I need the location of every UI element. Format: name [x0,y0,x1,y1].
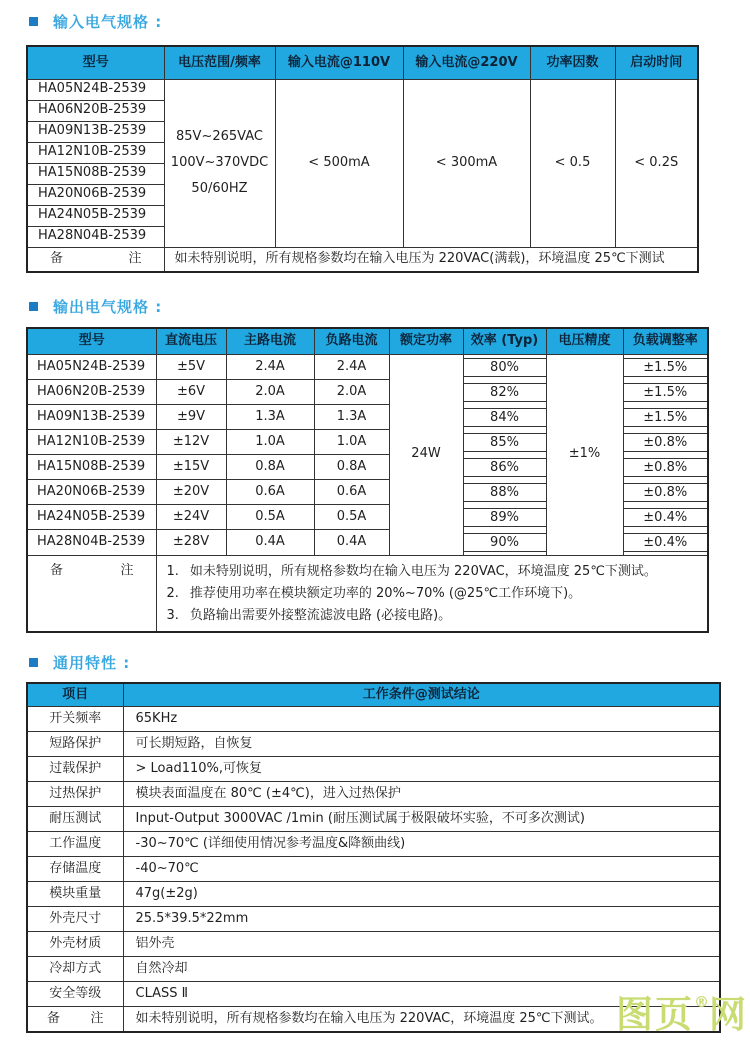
item-cell: 开关频率 [27,707,123,732]
table-row [27,707,720,732]
section-header-general [29,652,750,673]
load-reg-cell: ±1.5% [623,380,708,405]
efficiency-cell: 84% [463,405,546,430]
table-header-row [27,46,698,79]
table-row [27,354,708,380]
dc-voltage-cell: ±28V [156,530,226,556]
column-header: 效率 (Typ) [463,328,546,354]
item-cell: 安全等级 [27,982,123,1007]
load-reg-cell: ±0.4% [623,505,708,530]
column-header: 输入电流@220V [403,46,530,79]
note-label: 备 注 [27,247,164,272]
column-header: 型号 [27,328,156,354]
model-cell: HA06N20B-2539 [27,380,156,405]
dc-voltage-cell: ±12V [156,430,226,455]
load-reg-cell: ±0.8% [623,455,708,480]
model-cell: HA28N04B-2539 [27,226,164,247]
value-cell: 47g(±2g) [123,882,720,907]
value-cell: -40~70℃ [123,857,720,882]
value-cell: 模块表面温度在 80℃ (±4℃)，进入过热保护 [123,782,720,807]
value-cell: > Load110%,可恢复 [123,757,720,782]
square-bullet-icon [29,658,38,667]
efficiency-cell: 82% [463,380,546,405]
table-header-row [27,328,708,354]
main-current-cell: 2.4A [226,354,314,380]
table-row [27,732,720,757]
watermark-logo [616,993,748,1036]
value-cell: Input-Output 3000VAC /1min (耐压测试属于极限破坏实验，不可多次测试) [123,807,720,832]
startup-time-cell: < 0.2S [615,79,698,247]
neg-current-cell: 2.0A [314,380,389,405]
input-current-220v-cell: < 300mA [403,79,530,247]
model-cell: HA12N10B-2539 [27,142,164,163]
item-cell: 工作温度 [27,832,123,857]
column-header: 负路电流 [314,328,389,354]
note-text: 如未特别说明，所有规格参数均在输入电压为 220VAC(满载)，环境温度 25℃下测试 [164,247,698,272]
column-header: 功率因数 [530,46,615,79]
table-row [27,882,720,907]
dc-voltage-cell: ±9V [156,405,226,430]
main-current-cell: 0.4A [226,530,314,556]
voltage-accuracy-cell: ±1% [546,354,623,555]
load-reg-cell: ±1.5% [623,405,708,430]
main-current-cell: 0.5A [226,505,314,530]
dc-voltage-cell: ±6V [156,380,226,405]
column-header: 项目 [27,683,123,707]
efficiency-cell: 85% [463,430,546,455]
main-current-cell: 2.0A [226,380,314,405]
table-row [27,757,720,782]
column-header: 型号 [27,46,164,79]
table-row [27,832,720,857]
output-spec-table [26,327,709,633]
neg-current-cell: 2.4A [314,354,389,380]
section-header-output [29,296,750,317]
model-cell: HA05N24B-2539 [27,79,164,100]
load-reg-cell: ±1.5% [623,354,708,380]
table-row [27,857,720,882]
dc-voltage-cell: ±5V [156,354,226,380]
note-line: 2. 推荐使用功率在模块额定功率的 20%~70% (@25℃工作环境下)。 [166,585,582,601]
dc-voltage-cell: ±15V [156,455,226,480]
main-current-cell: 1.0A [226,430,314,455]
efficiency-cell: 90% [463,530,546,556]
neg-current-cell: 0.8A [314,455,389,480]
main-current-cell: 1.3A [226,405,314,430]
section-title-general: 通用特性 : [53,653,131,672]
table-row [27,782,720,807]
note-label: 备 注 [27,555,156,632]
load-reg-cell: ±0.4% [623,530,708,556]
column-header: 额定功率 [389,328,463,354]
input-spec-table [26,45,699,273]
table-row [27,807,720,832]
voltage-range-line: 85V~265VAC [176,129,263,144]
item-cell: 过热保护 [27,782,123,807]
registered-mark-icon: ® [694,993,709,1011]
general-spec-table [26,682,721,1033]
item-cell: 耐压测试 [27,807,123,832]
table-row [27,957,720,982]
value-cell: 可长期短路，自恢复 [123,732,720,757]
model-cell: HA06N20B-2539 [27,100,164,121]
column-header: 启动时间 [615,46,698,79]
table-row [27,79,698,100]
voltage-range-line: 50/60HZ [191,181,248,196]
table-row [27,932,720,957]
efficiency-cell: 88% [463,480,546,505]
column-header: 直流电压 [156,328,226,354]
table-header-row [27,683,720,707]
note-text: 如未特别说明，所有规格参数均在输入电压为 220VAC，环境温度 25℃下测试。 [123,1007,720,1032]
column-header: 输入电流@110V [275,46,403,79]
model-cell: HA09N13B-2539 [27,121,164,142]
note-line: 1. 如未特别说明，所有规格参数均在输入电压为 220VAC，环境温度 25℃下测试。 [166,563,657,579]
section-title-input: 输入电气规格 : [53,13,163,31]
column-header: 主路电流 [226,328,314,354]
item-cell: 存储温度 [27,857,123,882]
value-cell: 自然冷却 [123,957,720,982]
note-label: 备 注 [27,1007,123,1032]
neg-current-cell: 0.6A [314,480,389,505]
section-header-input [29,0,750,32]
model-cell: HA24N05B-2539 [27,505,156,530]
value-cell: 铝外壳 [123,932,720,957]
value-cell: 65KHz [123,707,720,732]
model-cell: HA12N10B-2539 [27,430,156,455]
neg-current-cell: 1.3A [314,405,389,430]
square-bullet-icon [29,17,38,26]
item-cell: 模块重量 [27,882,123,907]
watermark-text: 网 [709,993,748,1036]
column-header: 电压范围/频率 [164,46,275,79]
power-factor-cell: < 0.5 [530,79,615,247]
column-header: 负载调整率 [623,328,708,354]
note-row [27,555,708,632]
model-cell: HA09N13B-2539 [27,405,156,430]
neg-current-cell: 0.5A [314,505,389,530]
neg-current-cell: 1.0A [314,430,389,455]
value-cell: -30~70℃ (详细使用情况参考温度&降额曲线) [123,832,720,857]
model-cell: HA20N06B-2539 [27,480,156,505]
dc-voltage-cell: ±20V [156,480,226,505]
note-text [156,555,708,632]
section-title-output: 输出电气规格 : [53,298,163,316]
item-cell: 外壳尺寸 [27,907,123,932]
column-header: 工作条件@测试结论 [123,683,720,707]
item-cell: 短路保护 [27,732,123,757]
model-cell: HA28N04B-2539 [27,530,156,556]
value-cell: 25.5*39.5*22mm [123,907,720,932]
efficiency-cell: 80% [463,354,546,380]
efficiency-cell: 89% [463,505,546,530]
item-cell: 外壳材质 [27,932,123,957]
table-row [27,907,720,932]
model-cell: HA05N24B-2539 [27,354,156,380]
main-current-cell: 0.8A [226,455,314,480]
load-reg-cell: ±0.8% [623,430,708,455]
voltage-range-line: 100V~370VDC [170,155,269,170]
square-bullet-icon [29,302,38,311]
input-current-110v-cell: < 500mA [275,79,403,247]
efficiency-cell: 86% [463,455,546,480]
watermark-text: 图页 [616,993,694,1036]
item-cell: 冷却方式 [27,957,123,982]
voltage-range-cell [164,79,275,247]
rated-power-cell: 24W [389,354,463,555]
dc-voltage-cell: ±24V [156,505,226,530]
note-row [27,247,698,272]
main-current-cell: 0.6A [226,480,314,505]
load-reg-cell: ±0.8% [623,480,708,505]
neg-current-cell: 0.4A [314,530,389,556]
model-cell: HA15N08B-2539 [27,455,156,480]
model-cell: HA20N06B-2539 [27,184,164,205]
value-cell: CLASS Ⅱ [123,982,720,1007]
model-cell: HA24N05B-2539 [27,205,164,226]
note-line: 3. 负路输出需要外接整流滤波电路 (必接电路)。 [166,607,452,623]
column-header: 电压精度 [546,328,623,354]
item-cell: 过载保护 [27,757,123,782]
model-cell: HA15N08B-2539 [27,163,164,184]
